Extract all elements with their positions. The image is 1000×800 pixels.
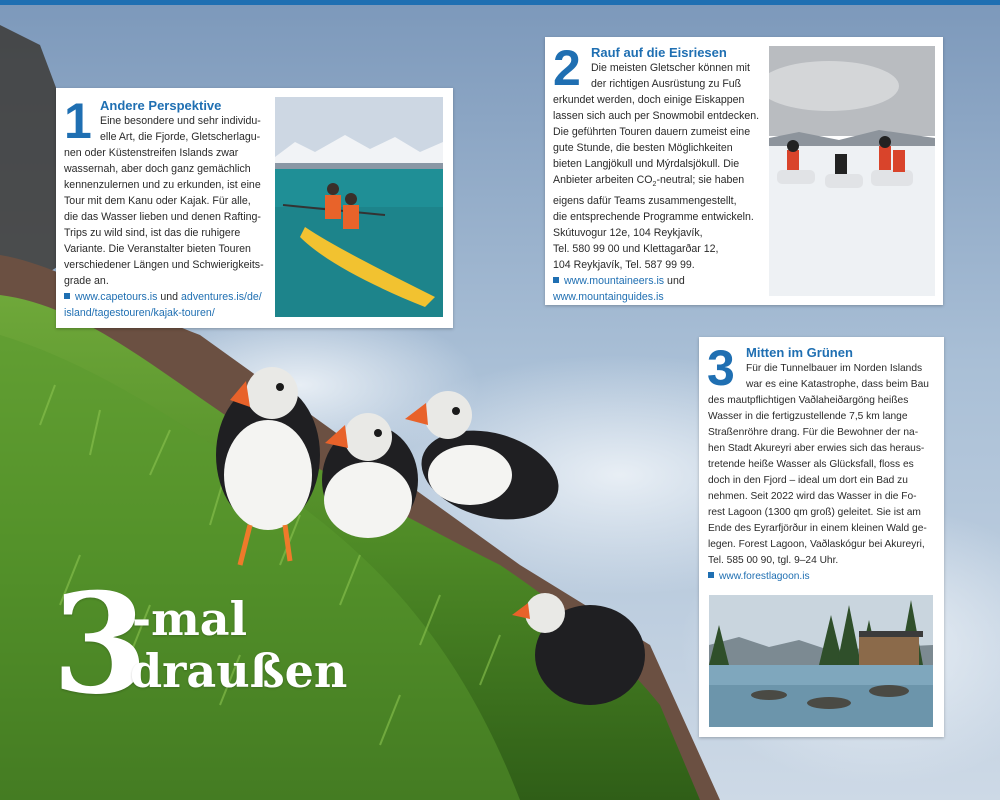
section-3-line: legen. Forest Lagoon, Vaðlaskógur bei Akureyri, bbox=[708, 539, 925, 550]
section-2-text bbox=[553, 92, 759, 305]
link-bullet-icon bbox=[64, 293, 70, 299]
section-2-line: der richtigen Ausrüstung zu Fuß bbox=[591, 78, 742, 90]
section-3-line: Straßenröhre drang. Für die Bewohner der na- bbox=[708, 427, 919, 438]
section-2-line: Die geführten Touren dauern zumeist eine bbox=[553, 126, 751, 138]
section-2-line: Tel. 580 99 00 und Klettagarðar 12, bbox=[553, 243, 719, 256]
link-bullet-icon bbox=[708, 572, 714, 578]
section-1-text bbox=[64, 145, 264, 321]
kayak-photo bbox=[275, 97, 443, 317]
section-2-co2-sub: 2 bbox=[652, 181, 657, 189]
section-2-line: gute Stunde, die besten Möglichkeiten bbox=[553, 142, 733, 154]
snowmobile-photo bbox=[769, 46, 935, 296]
headline-line2: draußen bbox=[130, 644, 348, 698]
section-3-line: nehmen. Seit 2022 wird das Wasser in die Fo- bbox=[708, 491, 917, 502]
section-2-co2-rest: -neutral; sie haben bbox=[656, 174, 745, 186]
section-1-panel bbox=[56, 88, 453, 328]
section-2-text-top bbox=[591, 60, 750, 92]
section-3-line: des mautpflichtigen Vaðlaheiðargöng heißes bbox=[708, 395, 909, 406]
section-3-text-top bbox=[746, 361, 929, 393]
headline-line1: -mal bbox=[132, 592, 248, 646]
headline-digit: 3 bbox=[52, 562, 147, 725]
section-2-line: bieten Langjökull und Mýrdalsjökull. Die bbox=[553, 158, 740, 170]
section-2-line: eigens dafür Teams zusammengestellt, bbox=[553, 195, 737, 208]
section-3-line: doch in den Fjord – ideal um dort ein Bad zu bbox=[708, 475, 908, 486]
section-1-line: Trips zu wild sind, ist das die ruhigere bbox=[64, 227, 241, 239]
section-2-line: lassen sich auch per Snowmobil entdecken. bbox=[553, 110, 760, 122]
section-3-line: tretende heiße Wasser als Glücksfall, floss es bbox=[708, 459, 914, 470]
link-forestlagoon[interactable]: www.forestlagoon.is bbox=[719, 571, 810, 582]
section-1-line: wassernah, aber doch ganz gemächlich bbox=[64, 163, 251, 175]
section-2-line: 104 Reykjavík, Tel. 587 99 99. bbox=[553, 259, 695, 272]
link-and-text: und bbox=[160, 291, 179, 303]
section-1-line: Variante. Die Veranstalter bieten Touren bbox=[64, 243, 251, 255]
section-3-line: war es eine Katastrophe, dass beim Bau bbox=[746, 379, 929, 390]
section-2-number: 2 bbox=[553, 40, 581, 96]
section-3-panel bbox=[699, 337, 944, 737]
section-1-number: 1 bbox=[64, 93, 92, 149]
link-mountaineers[interactable]: www.mountaineers.is bbox=[564, 275, 665, 288]
section-3-text bbox=[708, 393, 927, 585]
section-2-line: Skútuvogur 12e, 104 Reykjavík, bbox=[553, 227, 703, 240]
section-1-line: elle Art, die Fjorde, Gletscherlagu- bbox=[100, 131, 261, 143]
link-adventures-path[interactable]: island/tagestouren/kajak-touren/ bbox=[64, 307, 215, 319]
section-1-line: nen oder Küstenstreifen Islands zwar bbox=[64, 147, 239, 159]
section-1-line: grade an. bbox=[64, 275, 109, 287]
section-1-title: Andere Perspektive bbox=[100, 98, 222, 113]
section-3-line: rest Lagoon (1300 qm groß) geleitet. Sie ist am bbox=[708, 507, 921, 518]
section-1-line: Eine besondere und sehr individu- bbox=[100, 115, 261, 127]
section-2-line: erkundet werden, doch einige Eiskappen bbox=[553, 94, 745, 106]
section-2-title: Rauf auf die Eisriesen bbox=[591, 45, 727, 60]
section-3-line: hen Stadt Akureyri aber erwies sich das heraus- bbox=[708, 443, 925, 454]
section-1-text-top bbox=[100, 113, 261, 145]
section-1-line: verschiedener Längen und Schwierigkeits- bbox=[64, 259, 264, 271]
section-3-line: Für die Tunnelbauer im Norden Islands bbox=[746, 363, 923, 374]
section-3-line: Tel. 585 00 90, tgl. 9–24 Uhr. bbox=[708, 555, 839, 566]
section-2-co2: Anbieter arbeiten CO bbox=[553, 174, 653, 186]
link-capetours[interactable]: www.capetours.is bbox=[75, 291, 158, 303]
link-mountainguides[interactable]: www.mountainguides.is bbox=[553, 291, 664, 304]
section-3-number: 3 bbox=[707, 340, 735, 396]
section-1-line: kennenzulernen und zu erkunden, ist eine bbox=[64, 179, 261, 191]
link-and-text: und bbox=[667, 275, 685, 288]
link-bullet-icon bbox=[553, 277, 559, 283]
forest-lagoon-photo bbox=[709, 595, 933, 727]
section-2-line: die entsprechende Programme entwickeln. bbox=[553, 211, 754, 224]
section-2-panel bbox=[545, 37, 943, 305]
section-1-line: die das Wasser lieben und denen Rafting- bbox=[64, 211, 261, 223]
section-3-line: Wasser in die fertigzustellende 7,5 km lange bbox=[708, 411, 908, 422]
section-3-line: Ende des Eyrarfjörður in einem kleinen Wald ge- bbox=[708, 523, 927, 534]
section-1-line: Tour mit dem Kanu oder Kajak. Für alle, bbox=[64, 195, 251, 207]
section-2-line: Die meisten Gletscher können mit bbox=[591, 62, 750, 74]
section-3-title: Mitten im Grünen bbox=[746, 345, 853, 360]
link-adventures[interactable]: adventures.is/de/ bbox=[181, 291, 262, 303]
